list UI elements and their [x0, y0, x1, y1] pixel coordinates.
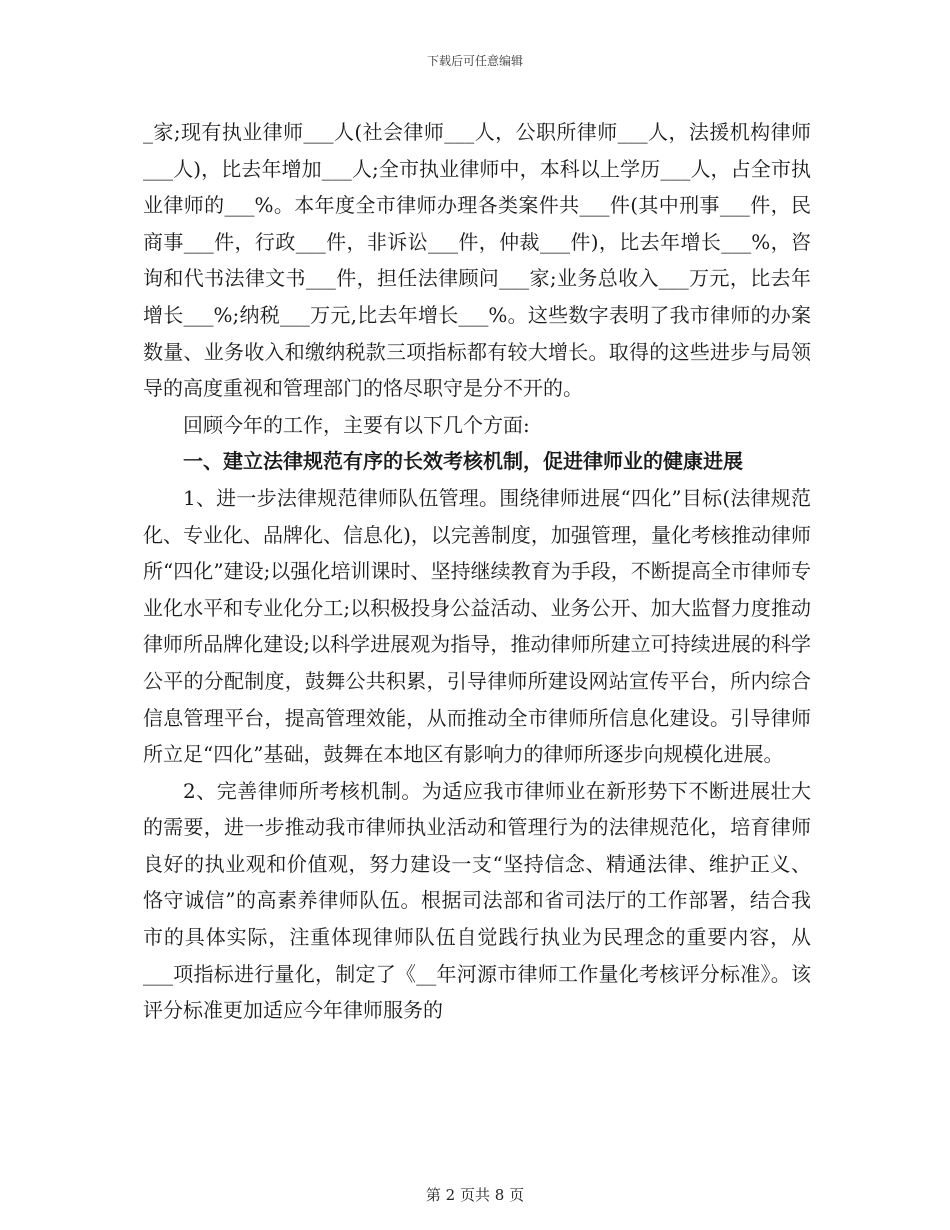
- section-heading-1: 一、建立法律规范有序的长效考核机制，促进律师业的健康进展: [183, 449, 743, 474]
- paragraph-review-intro: 回顾今年的工作，主要有以下几个方面:: [183, 412, 530, 437]
- paragraph-item-2: 2、完善律师所考核机制。为适应我市律师业在新形势下不断进展壮大的需要，进一步推动我市律师执业活动和管理行为的法律规范化，培育律师良好的执业观和价值观，努力建设一支“坚持信念、精通法律、维护正义、恪守诚信”的高素养律师队伍。根据司法部和省司法厅的工作部署，结合我市的具体实际，注重体现律师队伍自觉践行执业为民理念的重要内容，从___项指标进行量化，制定了《__年河源市律师工作量化考核评分标准》。该评分标准更加适应今年律师服务的: [143, 778, 811, 1023]
- document-body: [143, 114, 811, 1029]
- page-footer: 第 2 页共 8 页: [425, 1186, 525, 1204]
- page-header: 下载后可任意编辑: [426, 54, 523, 68]
- paragraph-statistics: _家;现有执业律师___人(社会律师___人，公职所律师___人，法援机构律师___人)，比去年增加___人;全市执业律师中，本科以上学历___人，占全市执业律师的___%。本年度全市律师办理各类案件共___件(其中刑事___件，民商事___件，行政___件，非诉讼___件，仲裁___件)，比去年增长___%，咨询和代书法律文书___件，担任法律顾问___家;业务总收入___万元，比去年增长___%;纳税___万元,比去年增长___%。这些数字表明了我市律师的办案数量、业务收入和缴纳税款三项指标都有较大增长。取得的这些进步与局领导的高度重视和管理部门的恪尽职守是分不开的。: [143, 120, 811, 401]
- paragraph-item-1: 1、进一步法律规范律师队伍管理。围绕律师进展“四化”目标(法律规范化、专业化、品牌化、信息化)，以完善制度，加强管理，量化考核推动律师所“四化”建设;以强化培训课时、坚持继续教育为手段，不断提高全市律师专业化水平和专业化分工;以积极投身公益活动、业务公开、加大监督力度推动律师所品牌化建设;以科学进展观为指导，推动律师所建立可持续进展的科学公平的分配制度，鼓舞公共积累，引导律师所建设网站宣传平台，所内综合信息管理平台，提高管理效能，从而推动全市律师所信息化建设。引导律师所立足“四化”基础，鼓舞在本地区有影响力的律师所逐步向规模化进展。: [143, 485, 811, 767]
